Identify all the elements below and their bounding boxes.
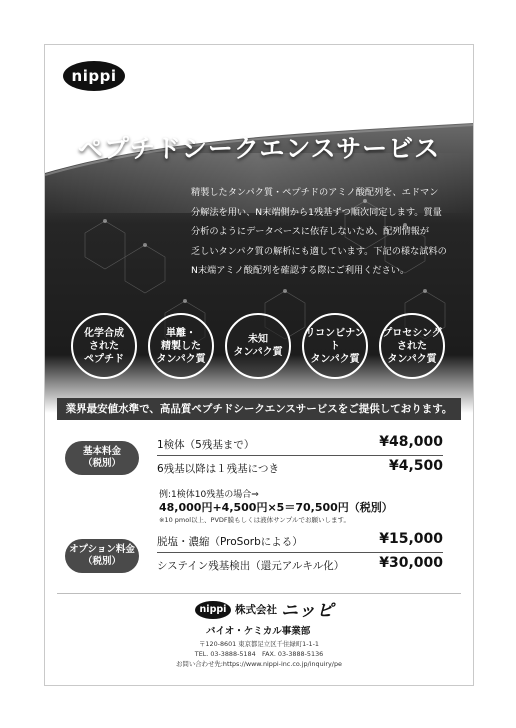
company-prefix: 株式会社 [235,604,277,616]
sample-type-processed-protein: プロセシング された タンパク質 [379,313,445,379]
intro-line: N末端アミノ酸配列を確認する際にご利用ください。 [191,265,410,276]
sample-type-purified-protein: 単離・ 精製した タンパク質 [148,313,214,379]
phone-fax: TEL. 03-3888-5184 FAX. 03-3888-5136 [194,650,324,658]
price-value: ¥15,000 [379,531,443,547]
price-item-name: システイン残基検出（還元アルキル化） [157,560,345,572]
tagline-banner: 業界最安値水準で、高品質ペプチドシークエンスサービスをご提供しております。 [57,398,461,420]
price-value: ¥30,000 [379,555,443,571]
price-value: ¥48,000 [379,434,443,450]
price-row [157,435,443,453]
intro-line: 分解法を用い、N末端側から1残基ずつ順次同定します。質量 [191,206,442,218]
address: 〒120-8601 東京都足立区千住緑町1-1-1 [199,640,319,648]
sample-type-synthetic-peptide: 化学合成 された ペプチド [71,313,137,379]
page-title: ペプチドシークエンスサービス [77,134,441,163]
intro-line: 乏しいタンパク質の解析にも適しています。下記の様な試料の [191,245,447,257]
example-calculation: 48,000円+4,500円×5＝70,500円（税別） [159,501,393,514]
basic-fee-badge: 基本料金 （税別） [65,441,139,475]
inquiry-url[interactable]: お問い合わせ先:https://www.nippi-inc.co.jp/inquiry/pe [176,660,342,668]
price-item-name: 脱塩・濃縮（ProSorbによる） [157,536,303,548]
footer-nippi-logo: nippi [195,601,231,619]
price-row [157,532,443,550]
price-row [157,556,443,574]
price-item-name: 6残基以降は１残基につき [157,463,279,475]
sample-note: ※10 pmol以上、PVDF膜もしくは液体サンプルでお願いします。 [159,516,351,524]
price-item-name: 1検体（5残基まで） [157,439,255,451]
intro-line: 精製したタンパク質・ペプチドのアミノ酸配列を、エドマン [191,187,439,198]
intro-text [191,183,463,281]
sample-type-unknown-protein: 未知 タンパク質 [225,313,291,379]
footer-divider [57,593,461,594]
sample-type-list [45,313,473,383]
divider [157,552,443,553]
division-name: バイオ・ケミカル事業部 [206,626,311,637]
price-row [157,459,443,477]
nippi-logo: nippi [63,61,125,91]
divider [157,455,443,456]
price-value: ¥4,500 [388,458,443,474]
company-brand: ニッピ [281,601,335,621]
option-fee-badge: オプション料金 （税別） [65,539,139,573]
sample-type-recombinant-protein: リコンビナント タンパク質 [302,313,368,379]
example-label: 例:1検体10残基の場合⇒ [159,490,259,500]
flyer-sheet [44,44,474,686]
intro-line: 分析のようにデータベースに依存しないため、配列情報が [191,226,430,237]
